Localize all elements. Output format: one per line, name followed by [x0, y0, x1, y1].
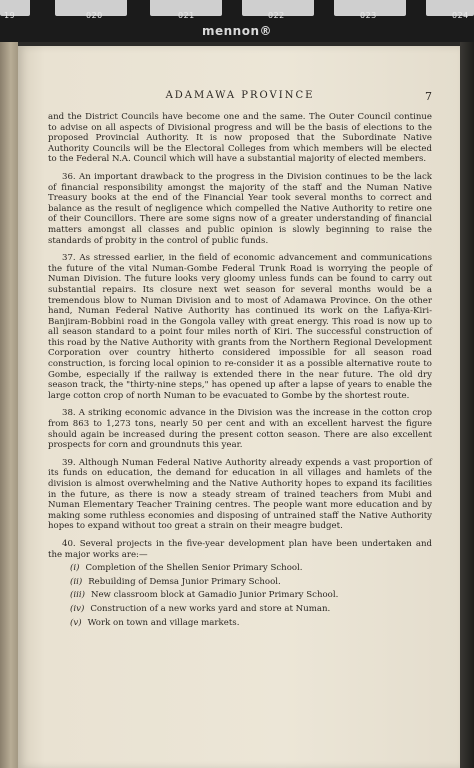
list-item [48, 563, 432, 574]
paragraph: and the District Councils have become one and the same. The Outer Council continue to advise on all aspects of Divisional progress and will be the basis of elections to the proposed Provincial Authority. It is now proposed that the Subordinate Native Authority Councils will be the Electoral Colleges from which members will be elected to the Federal N.A. Council which will have a substantial majority of elected members. [48, 112, 432, 165]
paragraph-37: 37. As stressed earlier, in the field of economic advancement and communications the future of the vital Numan-Gombe Federal Trunk Road is worrying the people of Numan Division. The future looks very gloomy unless funds can be found to carry out substantial repairs. Its closure next wet season for several months would be a tremendous blow to Numan Division and to most of Adamawa Province. On the other hand, Numan Federal Native Authority has continued its work on the Lafiya-Kiri-Banjiram-Bobbini road in the Gongola valley with great energy. This road is now up to all season standard to a point four miles north of Kiri. The successful construction of this road by the Native Authority with grants from the Northern Regional Development Corporation over country hitherto considered impossible for all season road construction, is forcing local opinion to re-consider it as a possible alternative route to Gombe, especially if the railway is extended there in the near future. The old dry season track, the "thirty-nine steps," has opened up after a lapse of years to enable the large cotton crop of north Numan to be evacuated to Gombe by the shortest route. [48, 253, 432, 401]
frame-number: 19 [4, 11, 16, 20]
list-item-number: (iv) [70, 603, 85, 614]
frame-number: 023 [360, 11, 377, 20]
scanner-film-strip [0, 0, 474, 42]
list-item-text: Work on town and village markets. [87, 617, 240, 628]
book-right-edge [460, 42, 474, 768]
frame-thumbnails [0, 0, 474, 22]
body-text [48, 112, 432, 631]
list-item [48, 618, 432, 629]
frame-number: 024 [452, 11, 469, 20]
paragraph-38: 38. A striking economic advance in the Division was the increase in the cotton crop from 863 to 1,273 tons, nearly 50 per cent and with an excellent harvest the figure should again be increased during the present cotton season. There are also excellent prospects for corn and groundnuts this year. [48, 408, 432, 451]
list-item-text: Completion of the Shellen Senior Primary School. [85, 563, 303, 574]
frame-number: 020 [86, 11, 103, 20]
major-works-list [48, 563, 432, 628]
list-item-number: (ii) [70, 576, 83, 587]
scanner-brand-logo: mennon® [201, 24, 272, 38]
frame-number: 022 [268, 11, 285, 20]
list-item [48, 577, 432, 588]
paragraph-39: 39. Although Numan Federal Native Authority already expends a vast proportion of its funds on education, the demand for education in all villages and hamlets of the division is almost overwhelming and the Native Authority hopes to expand its facilities in the future, as there is now a steady stream of trained teachers from Mubi and Numan Elementary Teacher Training centres. The people want more education and by making some ruthless economies and disposing of untrained staff the Native Authority hopes to expand without too great a strain on their meagre budget. [48, 457, 432, 532]
document-page [18, 46, 460, 768]
book-gutter-edge [0, 42, 18, 768]
paragraph-36: 36. An important drawback to the progress in the Division continues to be the lack of financial responsibility amongst the majority of the staff and the Numan Native Treasury books at the end of the Financial Year took several months to correct and balance as the result of negligence which compelled the Native Authority to retire one of their Councillors. There are some signs now of a greater understanding of financial matters amongst all classes and public opinion is slowly beginning to raise the standards of probity in the control of public funds. [48, 171, 432, 246]
list-item-number: (v) [70, 617, 82, 628]
page-title: ADAMAWA PROVINCE [165, 90, 315, 101]
list-item-text: New classroom block at Gamadio Junior Primary School. [90, 590, 339, 601]
list-item-number: (i) [70, 563, 80, 574]
page-number: 7 [425, 90, 432, 103]
list-item-text: Construction of a new works yard and store at Numan. [90, 603, 331, 614]
list-item [48, 590, 432, 601]
list-item-number: (iii) [70, 590, 85, 601]
list-item-text: Rebuilding of Demsa Junior Primary School. [88, 576, 281, 587]
running-header [48, 90, 432, 104]
list-item [48, 604, 432, 615]
paragraph-40: 40. Several projects in the five-year development plan have been undertaken and the major works are:— [48, 538, 432, 560]
frame-number: 021 [178, 11, 195, 20]
